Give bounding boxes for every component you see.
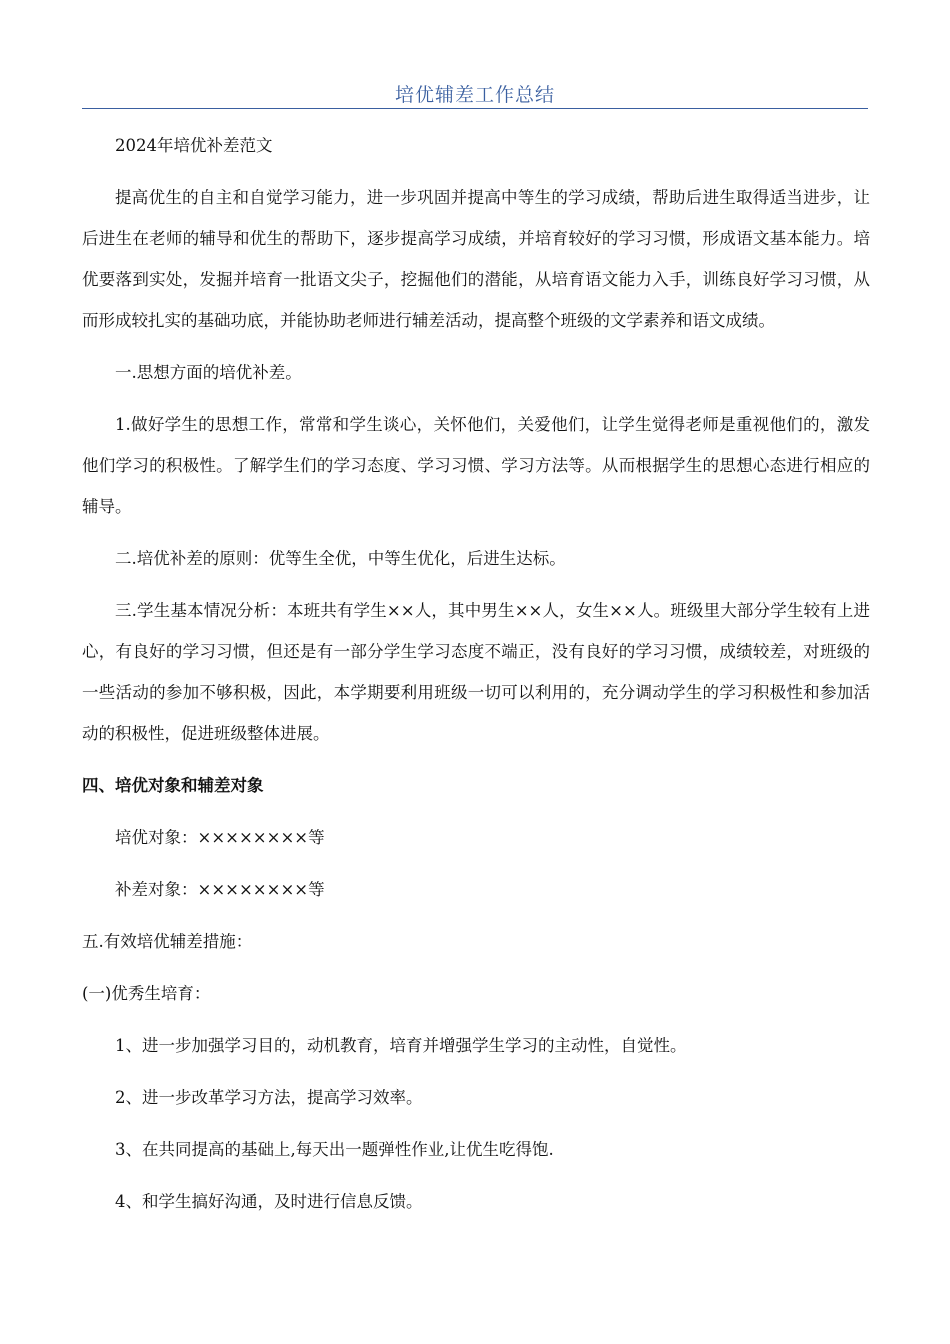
paragraph: 提高优生的自主和自觉学习能力，进一步巩固并提高中等生的学习成绩，帮助后进生取得适当进步，让后进生在老师的辅导和优生的帮助下，逐步提高学习成绩，并培育较好的学习习惯，形成语文基本能力。培优要落到实处，发掘并培育一批语文尖子，挖掘他们的潜能，从培育语文能力入手，训练良好学习习惯，从而形成较扎实的基础功底，并能协助老师进行辅差活动，提高整个班级的文学素养和语文成绩。	[82, 188, 870, 330]
section-heading: 一.思想方面的培优补差。	[115, 363, 302, 382]
section-heading: 二.培优补差的原则：优等生全优，中等生优化，后进生达标。	[115, 549, 566, 568]
list-item: 3、在共同提高的基础上,每天出一题弹性作业,让优生吃得饱.	[115, 1140, 554, 1159]
header-divider	[82, 108, 868, 109]
document-body	[82, 125, 870, 1233]
section-heading: 四、培优对象和辅差对象	[82, 776, 264, 795]
list-item: 4、和学生搞好沟通，及时进行信息反馈。	[115, 1192, 423, 1211]
paragraph: 1.做好学生的思想工作，常常和学生谈心，关怀他们，关爱他们，让学生觉得老师是重视他们的，激发他们学习的积极性。了解学生们的学习态度、学习习惯、学习方法等。从而根据学生的思想心态进行相应的辅导。	[82, 415, 870, 516]
list-item: 1、进一步加强学习目的，动机教育，培育并增强学生学习的主动性，自觉性。	[115, 1036, 687, 1055]
page-header-title: 培优辅差工作总结	[394, 84, 555, 106]
paragraph: 补差对象：××××××××等	[115, 880, 325, 899]
subsection-heading: (一)优秀生培育：	[82, 984, 211, 1003]
paragraph: 培优对象：××××××××等	[115, 828, 325, 847]
section-heading: 五.有效培优辅差措施：	[82, 932, 253, 951]
paragraph: 三.学生基本情况分析：本班共有学生××人，其中男生××人，女生××人。班级里大部分学生较有上进心，有良好的学习习惯，但还是有一部分学生学习态度不端正，没有良好的学习习惯，成绩较差，对班级的一些活动的参加不够积极，因此，本学期要利用班级一切可以利用的，充分调动学生的学习积极性和参加活动的积极性，促进班级整体进展。	[82, 601, 870, 743]
list-item: 2、进一步改革学习方法，提高学习效率。	[115, 1088, 423, 1107]
paragraph: 2024年培优补差范文	[115, 136, 273, 155]
